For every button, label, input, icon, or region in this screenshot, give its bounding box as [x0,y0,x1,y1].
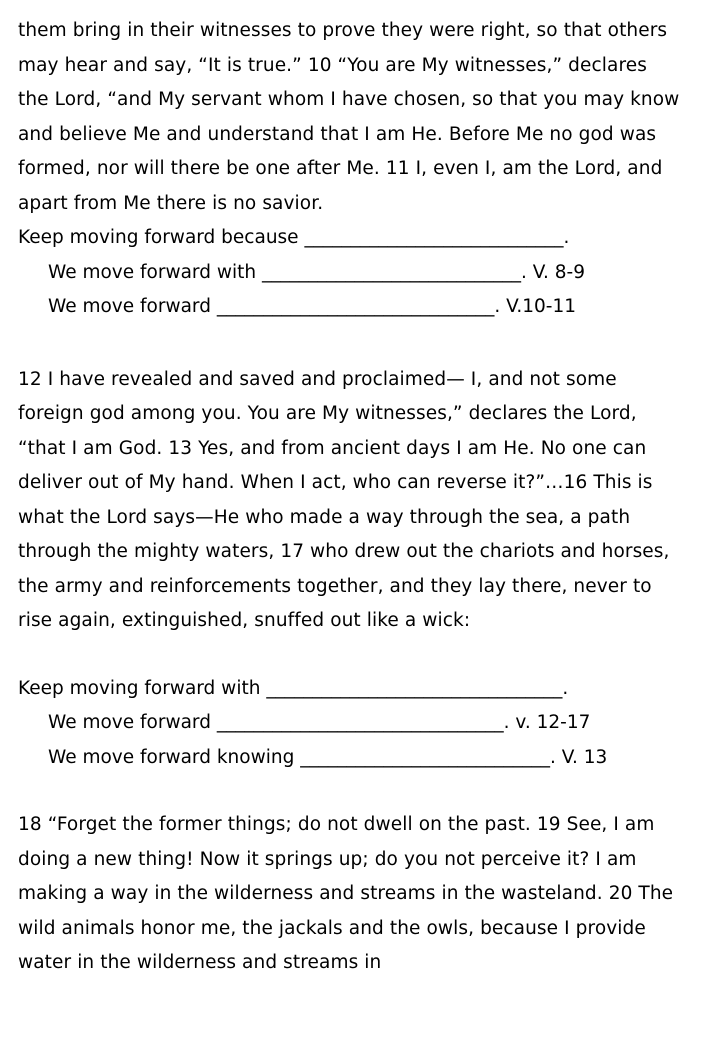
scripture-paragraph-3: 18 “Forget the former things; do not dwell on the past. 19 See, I am doing a new thing! Now it springs up; do you not perceive it? I am making a way in the wilderness and streams in the wasteland. 20 The wild animals honor me, the jackals and the owls, because I provide water in the wilderness and streams in [18,814,674,973]
scripture-paragraph-1: them bring in their witnesses to prove they were right, so that others may hear and say, “It is true.” 10 “You are My witnesses,” declares the Lord, “and My servant whom I have chosen, so that you may know and believe Me and understand that I am He. Before Me no god was formed, nor will there be one after Me. 11 I, even I, am the Lord, and apart from Me there is no savior. [18,20,680,214]
prompt-line-1: Keep moving forward because ____________________________. [18,227,570,248]
subpoint-line-3: We move forward _______________________________. v. 12-17 [48,712,591,733]
scripture-paragraph-2: 12 I have revealed and saved and proclaimed— I, and not some foreign god among you. You are My witnesses,” declares the Lord, “that I am God. 13 Yes, and from ancient days I am He. No one can deliver out of My hand. When I act, who can reverse it?”…16 This is what the Lord says—He who made a way through the sea, a path through the mighty waters, 17 who drew out the chariots and horses, the army and reinforcements together, and they lay there, never to rise again, extinguished, snuffed out like a wick: [18,368,670,631]
section-spacer-3 [18,775,681,808]
prompt-line-2: Keep moving forward with ________________________________. [18,677,569,699]
section-spacer-1 [18,325,681,363]
subpoint-line-1: We move forward with ____________________________. V. 8-9 [48,261,585,283]
subpoint-line-4: We move forward knowing ___________________________. V. 13 [48,746,608,768]
section-spacer-2 [18,639,681,672]
subpoint-line-2: We move forward ______________________________. V.10-11 [48,296,576,317]
